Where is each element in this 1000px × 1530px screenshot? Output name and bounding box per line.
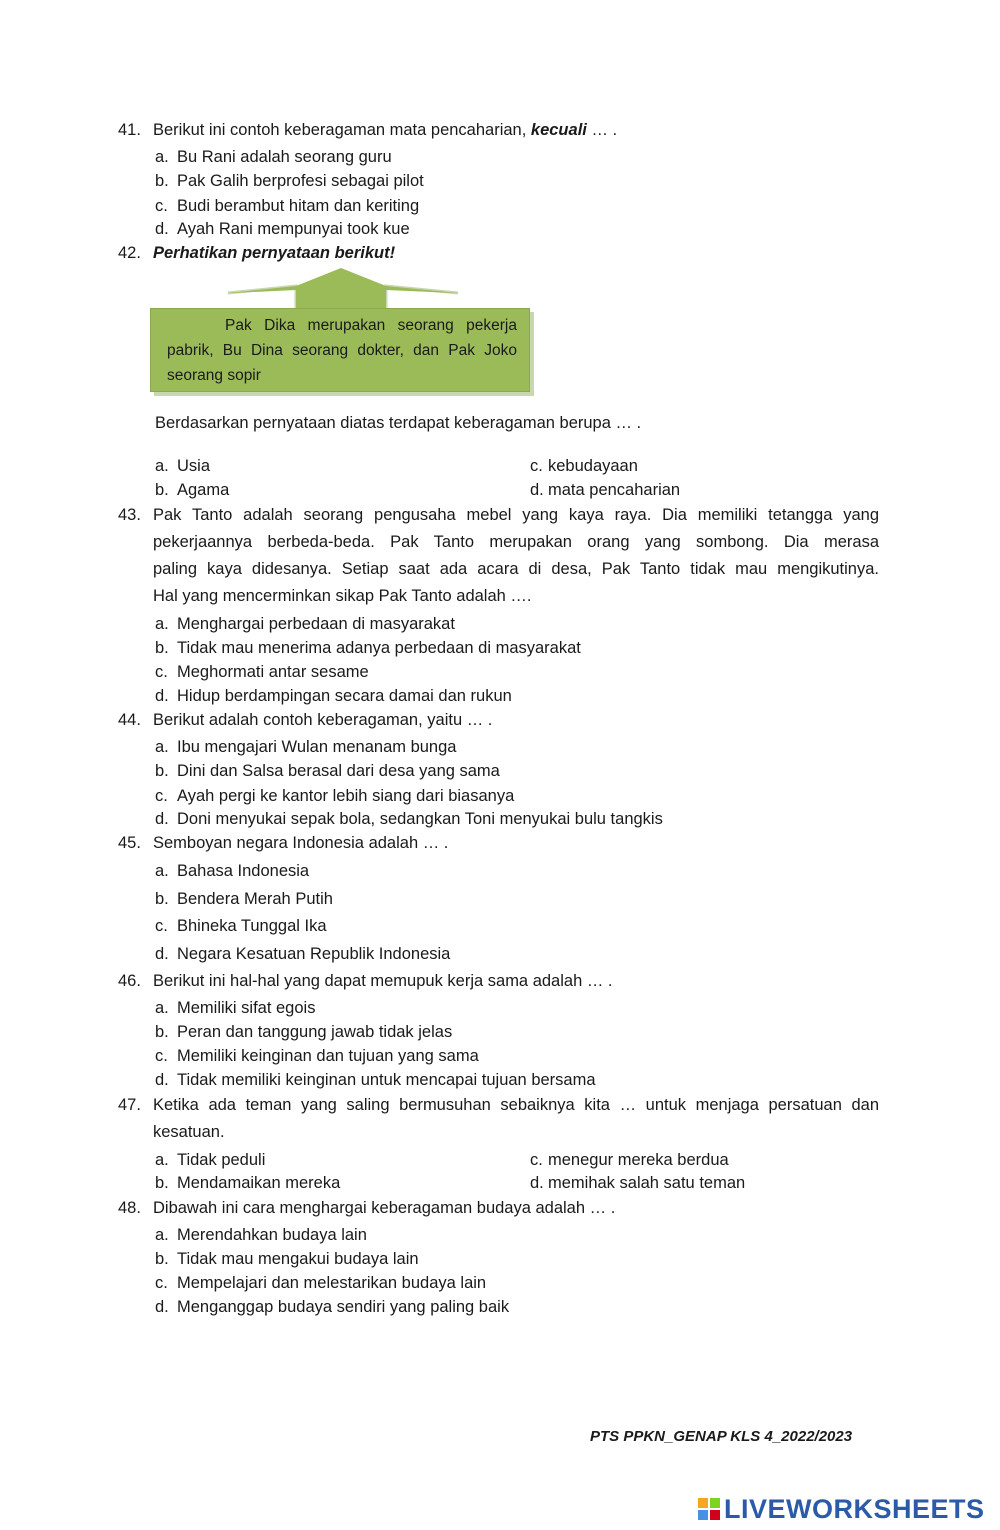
page-footer: PTS PPKN_GENAP KLS 4_2022/2023 bbox=[590, 1428, 853, 1445]
statement-callout bbox=[150, 268, 534, 398]
answer-option[interactable]: b. Dini dan Salsa berasal dari desa yang sama bbox=[155, 762, 500, 780]
question-text: Perhatikan pernyataan berikut! bbox=[153, 244, 396, 262]
answer-option[interactable]: b. Tidak mau menerima adanya perbedaan di masyarakat bbox=[155, 639, 581, 657]
callout-box bbox=[150, 308, 530, 392]
logo-text: LIVEWORKSHEETS bbox=[724, 1493, 985, 1524]
logo-squares-icon bbox=[698, 1498, 720, 1520]
answer-option[interactable]: b. Tidak mau mengakui budaya lain bbox=[155, 1250, 419, 1268]
question-prompt: Berdasarkan pernyataan diatas terdapat keberagaman berupa … . bbox=[155, 414, 642, 432]
answer-option[interactable]: a. Ibu mengajari Wulan menanam bunga bbox=[155, 738, 457, 756]
answer-option[interactable]: c. Mempelajari dan melestarikan budaya lain bbox=[155, 1274, 487, 1292]
answer-option[interactable]: a. Tidak peduli bbox=[155, 1151, 266, 1169]
answer-option[interactable]: d. Tidak memiliki keinginan untuk mencapai tujuan bersama bbox=[155, 1071, 596, 1089]
answer-option[interactable]: d. Menganggap budaya sendiri yang paling baik bbox=[155, 1298, 510, 1316]
question-number: 41. bbox=[118, 121, 141, 139]
answer-option[interactable]: d. Doni menyukai sepak bola, sedangkan Toni menyukai bulu tangkis bbox=[155, 810, 663, 828]
liveworksheets-logo[interactable] bbox=[698, 1494, 985, 1524]
answer-option[interactable]: d. memihak salah satu teman bbox=[530, 1174, 746, 1192]
answer-option[interactable]: c. Budi berambut hitam dan keriting bbox=[155, 197, 420, 215]
answer-option[interactable]: a. Merendahkan budaya lain bbox=[155, 1226, 367, 1244]
answer-option[interactable]: a. Bu Rani adalah seorang guru bbox=[155, 148, 392, 166]
answer-option[interactable]: a. Memiliki sifat egois bbox=[155, 999, 316, 1017]
question-text: Ketika ada teman yang saling bermusuhan sebaiknya kita … untuk menjaga persatuan dan kesatuan. bbox=[153, 1096, 879, 1141]
answer-option[interactable]: c. Ayah pergi ke kantor lebih siang dari biasanya bbox=[155, 787, 515, 805]
answer-option[interactable]: c. menegur mereka berdua bbox=[530, 1151, 729, 1169]
answer-option[interactable]: c. Memiliki keinginan dan tujuan yang sama bbox=[155, 1047, 479, 1065]
answer-option[interactable]: b. Pak Galih berprofesi sebagai pilot bbox=[155, 172, 424, 190]
callout-arrow-icon bbox=[150, 268, 534, 312]
question-text: Dibawah ini cara menghargai keberagaman budaya adalah … . bbox=[153, 1199, 616, 1217]
answer-option[interactable]: b. Mendamaikan mereka bbox=[155, 1174, 341, 1192]
question-number: 45. bbox=[118, 834, 141, 852]
question-number: 46. bbox=[118, 972, 141, 990]
answer-option[interactable]: c. Meghormati antar sesame bbox=[155, 663, 369, 681]
answer-option[interactable]: d. Ayah Rani mempunyai took kue bbox=[155, 220, 410, 238]
callout-text: Pak Dika merupakan seorang pekerja pabrik, Bu Dina seorang dokter, dan Pak Joko seorang sopir bbox=[167, 317, 517, 384]
emphasis-word: kecuali bbox=[530, 121, 587, 139]
answer-option[interactable]: a. Usia bbox=[155, 457, 211, 475]
question-text: Berikut ini contoh keberagaman mata pencaharian, kecuali … . bbox=[153, 121, 618, 139]
question-text: Semboyan negara Indonesia adalah … . bbox=[153, 834, 449, 852]
question-number: 43. bbox=[118, 506, 141, 524]
answer-option[interactable]: a. Menghargai perbedaan di masyarakat bbox=[155, 615, 455, 633]
answer-option[interactable]: d. mata pencaharian bbox=[530, 481, 681, 499]
answer-option[interactable]: b. Peran dan tanggung jawab tidak jelas bbox=[155, 1023, 453, 1041]
answer-option[interactable]: c. kebudayaan bbox=[530, 457, 638, 475]
answer-option[interactable]: a. Bahasa Indonesia bbox=[155, 862, 310, 880]
question-text: Pak Tanto adalah seorang pengusaha mebel yang kaya raya. Dia memiliki tetangga yang pekerjaannya berbeda-beda. Pak Tanto merupakan orang yang sombong. Dia merasa paling kaya didesanya. Setiap saat ada acara di desa, Pak Tanto tidak mau mengikutinya. Hal yang mencerminkan sikap Pak Tanto adalah …. bbox=[153, 506, 879, 605]
answer-option[interactable]: d. Negara Kesatuan Republik Indonesia bbox=[155, 945, 451, 963]
answer-option[interactable]: c. Bhineka Tunggal Ika bbox=[155, 917, 327, 935]
question-number: 42. bbox=[118, 244, 141, 262]
question-text: Berikut ini hal-hal yang dapat memupuk kerja sama adalah … . bbox=[153, 972, 613, 990]
question-number: 44. bbox=[118, 711, 141, 729]
answer-option[interactable]: b. Agama bbox=[155, 481, 230, 499]
question-number: 47. bbox=[118, 1096, 141, 1114]
answer-option[interactable]: d. Hidup berdampingan secara damai dan rukun bbox=[155, 687, 512, 705]
question-text: Berikut adalah contoh keberagaman, yaitu … . bbox=[153, 711, 493, 729]
answer-option[interactable]: b. Bendera Merah Putih bbox=[155, 890, 333, 908]
question-number: 48. bbox=[118, 1199, 141, 1217]
